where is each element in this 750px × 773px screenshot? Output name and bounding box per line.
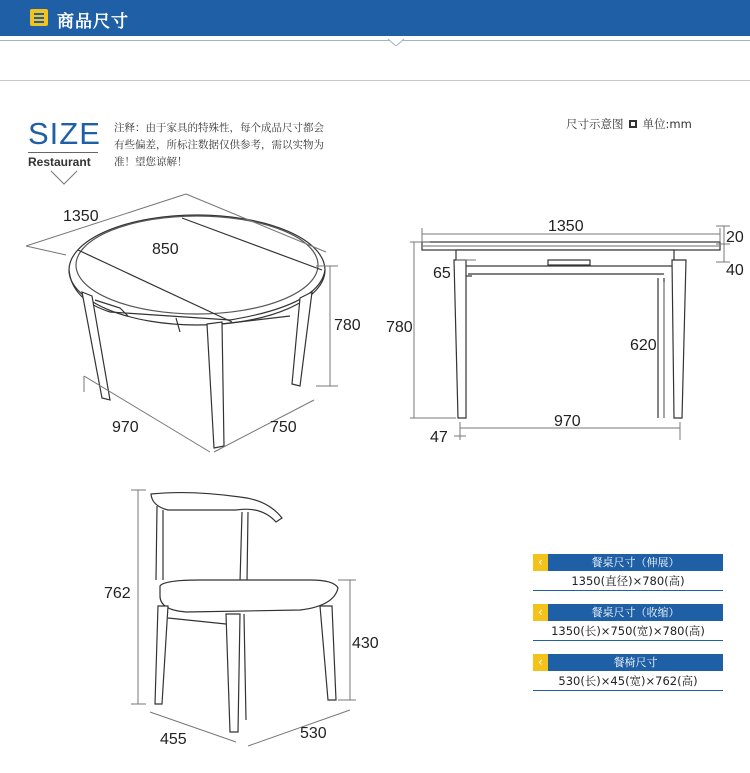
chair-drawing <box>151 493 338 732</box>
dim-table-height: 780 <box>334 317 361 334</box>
size-heading: SIZE <box>28 116 101 151</box>
chevron-left-icon: ‹ <box>533 604 548 621</box>
dim-side-height: 780 <box>386 319 413 336</box>
disclaimer-note: 注释：由于家具的特殊性，每个成品尺寸都会有些偏差，所标注数据仅供参考，需以实物为准！望您谅解！ <box>114 122 324 168</box>
dim-chair-height: 762 <box>104 585 131 602</box>
dim-side-leg-height: 620 <box>630 337 657 354</box>
dim-chair-seat-height: 430 <box>352 635 379 652</box>
spec-header <box>533 604 723 621</box>
spec-value: 1350(长)×750(宽)×780(高) <box>533 621 723 641</box>
spec-title: 餐椅尺寸 <box>613 656 658 669</box>
dim-table-width: 750 <box>270 419 297 436</box>
diagram-label: 尺寸示意图 <box>566 117 624 131</box>
dim-table-diameter: 1350 <box>63 208 99 225</box>
dim-side-overhang: 65 <box>433 265 451 282</box>
chevron-left-icon: ‹ <box>533 554 548 571</box>
spec-title: 餐桌尺寸（伸展） <box>591 556 680 569</box>
spec-table-extended <box>533 554 723 591</box>
spec-value: 530(长)×45(宽)×762(高) <box>533 671 723 691</box>
size-subtitle: Restaurant <box>28 155 91 169</box>
dim-table-depth: 970 <box>112 419 139 436</box>
spec-header <box>533 654 723 671</box>
dim-chair-depth: 455 <box>160 731 187 748</box>
table-side-drawing <box>422 242 720 418</box>
dim-side-leg-width: 47 <box>430 429 448 446</box>
spec-table-retracted <box>533 604 723 641</box>
dim-side-length: 1350 <box>548 218 584 235</box>
section-title: 商品尺寸 <box>57 12 129 32</box>
spec-chair <box>533 654 723 691</box>
table-perspective-drawing <box>69 215 325 448</box>
spec-value: 1350(直径)×780(高) <box>533 571 723 591</box>
dim-side-apron: 40 <box>726 262 744 279</box>
chevron-left-icon: ‹ <box>533 654 548 671</box>
spec-title: 餐桌尺寸（收缩） <box>591 606 680 619</box>
dim-table-leaf: 850 <box>152 241 179 258</box>
dim-chair-width: 530 <box>300 725 327 742</box>
dim-side-top: 20 <box>726 229 744 246</box>
spec-header <box>533 554 723 571</box>
dim-side-leg-span: 970 <box>554 413 581 430</box>
unit-label: 单位:mm <box>642 117 692 131</box>
